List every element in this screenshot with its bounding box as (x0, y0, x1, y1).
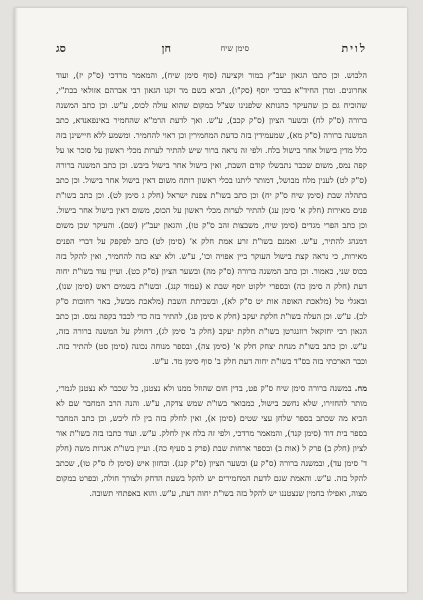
book-page (14, 8, 407, 592)
paragraph-continued: הלבוש. וכן כתבו הגאון יעב"ץ במור וקציעה (סוף סימן שיח), והמאמר מרדכי (ס"ק יז), ועוד אחרונים. ומרן החיד"א בברכי יוסף (סק"ו), הביא בשם מר זקנו הגאון רבי אברהם אזולאי בכת"י, שהוכיח גם כן שהעיקר כהנותא שלפנינו שצ"ל במקום שהוא עולה לכוס, ע"ש. וכן כתב המשנה ברורה (ס"ק לח) ובשער הציון (ס"ק קכב), ע"ש. ואך לדעת הרמ"א שהחמיר באינפאנדא, כתב המשנה ברורה (ס"ק מא), שמעמידין בזה כדעת המחמירין וכן ראוי להחמיר. ומשמע ללא חיישינן בזה כלל מדין בישול אחר בישול בלח. ולפי זה נראה ברור שיש להתיר לערות מכלי ראשון על סוכר או על קפה נמס, משום שכבר נתבשלו קודם השבת, ואין בישול אחר בישול ביבש. וכן כתב המשנה ברורה (ס"ק לט) לענין מלח מבושל, דמותר ליתנו בכלי ראשון רותח משום דאין בישול אחר בישול. וכן כתב בתהלה שבת (סימן שיח ס"ק יח) וכן כתב בשו"ת צפנת ישראל (חלק ג סימן לט). וכן כתב בשו"ת פנים מאירות (חלק א' סימן עג) להתיר לערות מכלי ראשון על הכוס, משום דאין בישול אחר בישול. וכן כתב הפרי מגדים (סימן שיח, משבצות זהב ס"ק טו), והגאון יעב"ץ (שם). והעיקר שכן משום דמנהג להתיר, ע"ש. ואמנם בשו"ת זרע אמת חלק א' (סימן לט) כתב לפקפק על דברי הפנים מאירות, כי נראה קצת בישול העוקר ביין אפויה וכו', ע"ש. ולא יצא בזה להחמיר, ואין להקל בזה בכוס שני, כאמור. וכן כתב המשנה ברורה (ס"ק מה) ובשער הציון (ס"ק כט). ועיין עוד בשו"ת יחוה דעת (חלק ה סימן כה) ובספרי ילקוט יוסף שבת א (עמוד קנג). ובשו"ת בשמים ראש (סימן שנו), ובאגלי טל (מלאכת האופה אות יט ס"ק לא), ובשביתת השבת (מלאכת מבשל, באר רחובות ס"ק לב). ע"ש. וכן העלה בשו"ת חלקת יעקב (חלק א סימן פג), להתיר בזה כדי לכבד בקפה נמס. וכן כתב הגאון רבי יחזקאל רוזנגרטן בשו"ת חלקת יעקב (חלק ב' סימן לג), דחולק על המשנה ברורה בזה, ע"ש. וכן כתב בשו"ת מנחת יצחק חלק א' (סימן צה), ובספר מנוחה נכונה (סימן סט) להתיר בזה. וכבר הארכתי בזה בס"ד בשו"ת יחוה דעת חלק ב' סוף סימן מד. ע"ש. (56, 70, 367, 366)
section-text: במשנה ברורה סימן שיח ס"ק פט, בדין חום שהוזל ממנו ולא נצטנן, כל שכבר לא נצטנן לגמרי, מותר להחזירו, שלא נחשב בישול, כמבואר בשו"ת שמש צדקה, ע"ש. והנה הרב המחבר שם לא הביא מה שכתב בספר שלחן עצי שטים (סימן א), ואין לחלק בזה בין לח ליבש, וכן כתב המחבר בספר בית דוד (סימן קנד), והמאמר מרדכי, ולפי זה בלח אין לחלק. ע"ש. ועוד כתבו בזה בשו"ת אור לציון (חלק ב) פרק ל (אות ב) ובספר ארחות שבת (פרק ב סעיף כה). ועיין בשו"ת אגרות משה (חלק ד' סימן עד), ובמשנה ברורה (ס"ק ע) ובשער הציון (ס"ק קנג). ובחזון איש (סימן לז ס"ק טו), שכתב להקל בזה. ע"ש. והאמת שגם לדעת המחמירים יש להקל בשעת הדחק ולצורך חולה, ובפרט במקום מצוה, ואפילו בחמין שנצטננו יש להקל בזה בשו"ת יחוה דעת, ע"ש. והוא באפתחי תשובה. (56, 382, 367, 499)
paragraph-section-48 (56, 381, 367, 501)
paragraph-spacer (56, 369, 367, 381)
page-body (56, 68, 367, 501)
page-spine-shadow (14, 8, 18, 592)
page-number: סג (56, 42, 66, 55)
book-title: לוית (341, 42, 367, 55)
section-label: סימן שיח (220, 44, 249, 53)
page-header (56, 42, 367, 58)
section-marker: מח. (354, 382, 367, 393)
chapter-label: חן (161, 42, 171, 55)
